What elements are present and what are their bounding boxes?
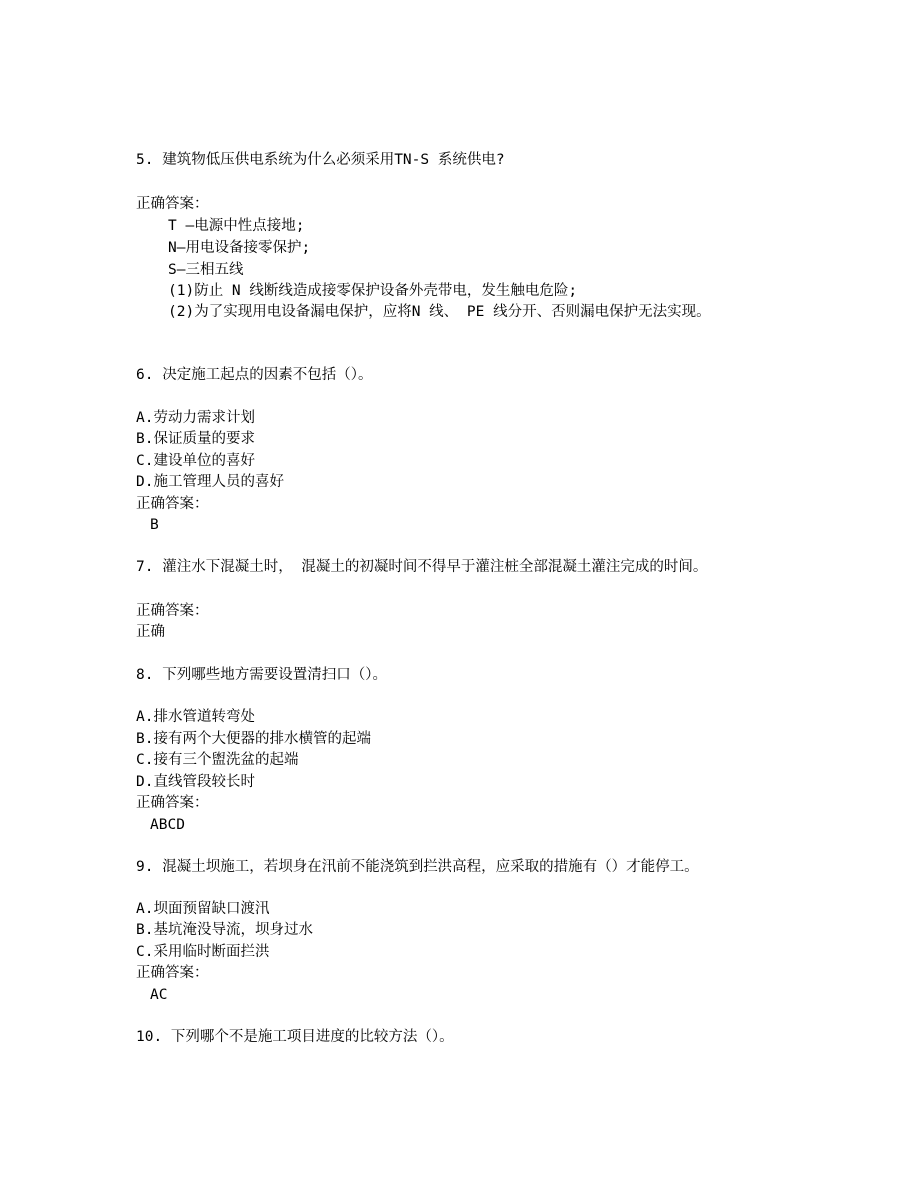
question-9-answer: AC: [150, 987, 168, 1003]
question-7-answer-label: 正确答案：: [136, 603, 209, 619]
question-6-option-c: C.建设单位的喜好: [136, 453, 255, 469]
question-10-title: 10. 下列哪个不是施工项目进度的比较方法（）。: [136, 1029, 454, 1045]
question-8-option-d: D.直线管段较长时: [136, 774, 255, 790]
question-8-answer-label: 正确答案：: [136, 795, 209, 811]
question-5-answer-line: N—用电设备接零保护;: [168, 240, 311, 256]
question-6-answer-label: 正确答案：: [136, 496, 209, 512]
question-6-answer: B: [150, 517, 159, 533]
question-8-answer: ABCD: [150, 817, 185, 833]
question-9-title: 9. 混凝土坝施工，若坝身在汛前不能浇筑到拦洪高程，应采取的措施有（）才能停工。: [136, 859, 699, 875]
question-8-option-b: B.接有两个大便器的排水横管的起端: [136, 731, 371, 747]
question-6-title: 6. 决定施工起点的因素不包括（）。: [136, 367, 373, 383]
question-7-answer: 正确: [136, 624, 165, 640]
question-5-answer-line: T —电源中性点接地;: [168, 218, 305, 234]
question-5-title: 5. 建筑物低压供电系统为什么必须采用TN-S 系统供电?: [136, 152, 505, 168]
question-7-title: 7. 灌注水下混凝土时， 混凝土的初凝时间不得早于灌注桩全部混凝土灌注完成的时间。: [136, 559, 708, 575]
question-8-option-a: A.排水管道转弯处: [136, 709, 255, 725]
question-9-option-c: C.采用临时断面拦洪: [136, 944, 270, 960]
question-9-option-a: A.坝面预留缺口渡汛: [136, 901, 270, 917]
question-5-answer-line: (2)为了实现用电设备漏电保护，应将N 线、 PE 线分开、否则漏电保护无法实现。: [168, 304, 711, 320]
question-5-answer-line: S—三相五线: [168, 262, 244, 278]
question-9-option-b: B.基坑淹没导流，坝身过水: [136, 922, 313, 938]
question-6-option-d: D.施工管理人员的喜好: [136, 474, 284, 490]
question-5-answer-label: 正确答案：: [136, 196, 209, 212]
question-5-answer-line: (1)防止 N 线断线造成接零保护设备外壳带电，发生触电危险;: [168, 283, 578, 299]
question-9-answer-label: 正确答案：: [136, 965, 209, 981]
question-8-option-c: C.接有三个盥洗盆的起端: [136, 752, 299, 768]
question-6-option-b: B.保证质量的要求: [136, 431, 255, 447]
question-6-option-a: A.劳动力需求计划: [136, 410, 255, 426]
question-8-title: 8. 下列哪些地方需要设置清扫口（）。: [136, 667, 387, 683]
